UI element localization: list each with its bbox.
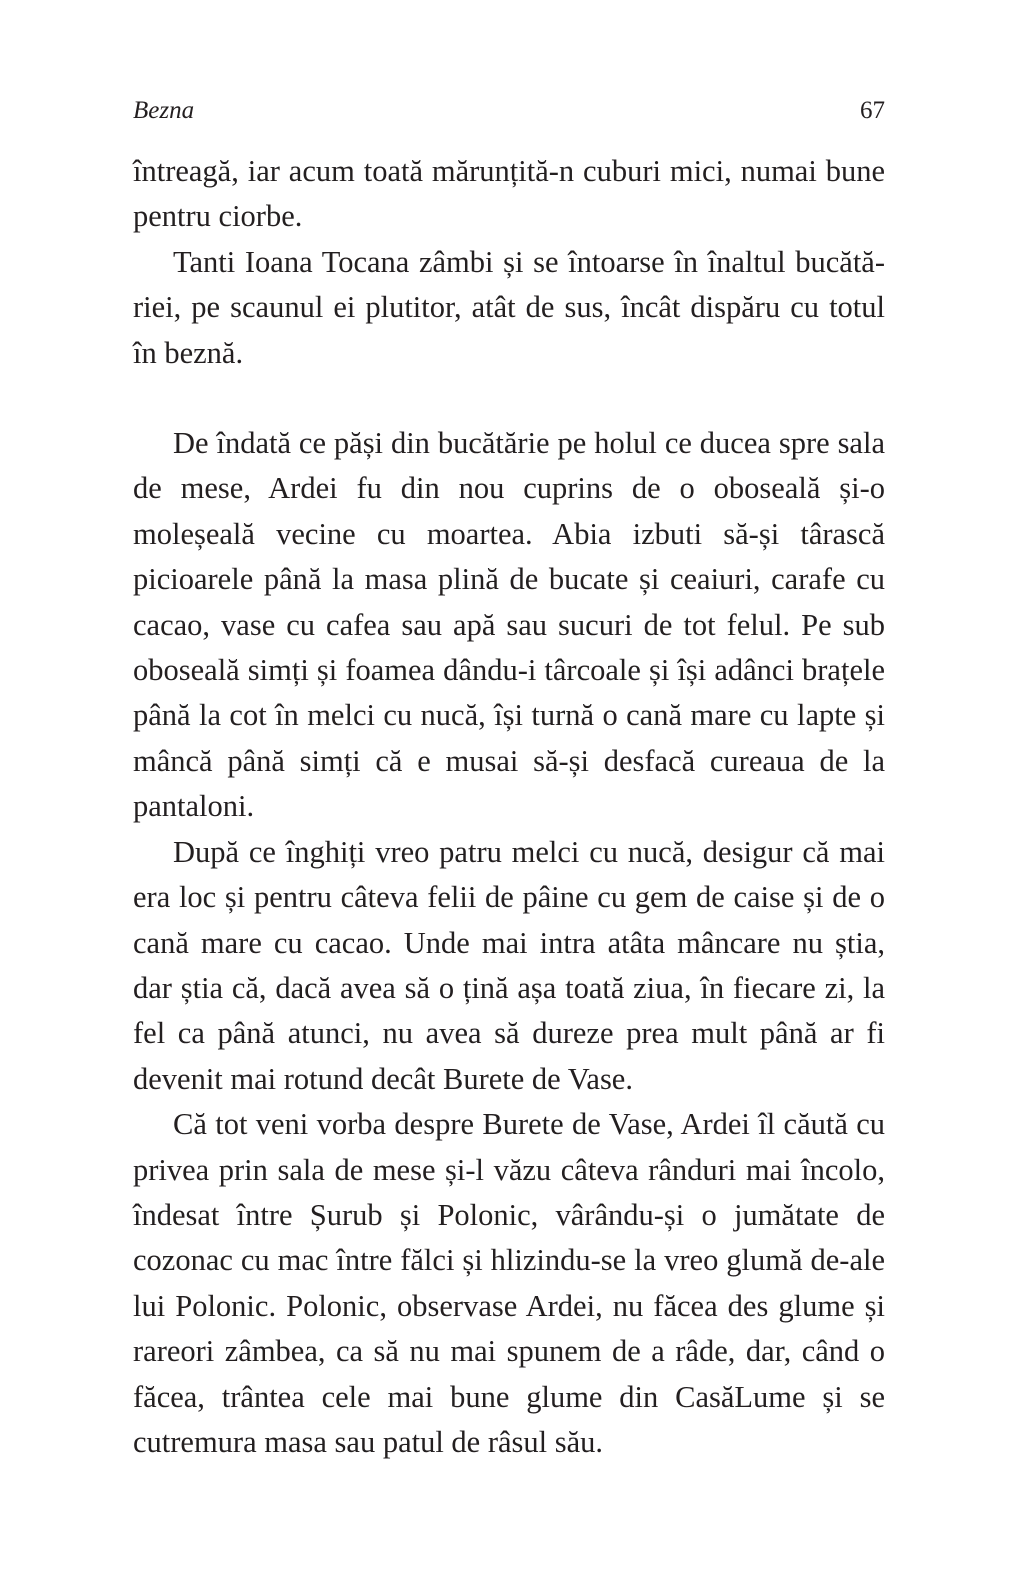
body-text [133,149,885,1465]
paragraph: întreagă, iar acum toată mărunțită-n cuburi mici, numai bune pentru ciorbe. [133,154,885,234]
running-title: Bezna [133,97,195,124]
paragraph: De îndată ce păși din bucătărie pe holul ce ducea spre sala de mese, Ardei fu din nou cuprins de o oboseală și-o moleșeală vecine cu moartea. Abia izbuti să-și târască picioarele până la masa plină de bucate și ceaiuri, carafe cu cacao, vase cu cafea sau apă sau sucuri de tot felul. Pe sub oboseală simți și foamea dându-i târcoale și își adânci brațele până la cot în melci cu nucă, își turnă o cană mare cu lapte și mâncă până simți că e musai să-și desfacă cureaua de la pantaloni. [133,426,885,824]
section-break [133,376,885,421]
page-number: 67 [860,97,885,124]
paragraph: Tanti Ioana Tocana zâmbi și se întoarse în înaltul bucătăriei, pe scaunul ei plutitor, atât de sus, încât dispăru cu totul în beznă. [133,244,885,370]
paragraph: După ce înghiți vreo patru melci cu nucă, desigur că mai era loc și pentru câteva felii de pâine cu gem de caise și de o cană mare cu cacao. Unde mai intra atâta mâncare nu știa, dar știa că, dacă avea să o țină așa toată ziua, în fiecare zi, la fel ca până atunci, nu avea să dureze prea mult până ar fi devenit mai rotund decât Burete de Vase. [133,834,885,1096]
paragraph: Că tot veni vorba despre Burete de Vase, Ardei îl căută cu privea prin sala de mese și-l văzu câteva rânduri mai încolo, îndesat între Șurub și Polonic, vârându-și o jumătate de cozonac cu mac între fălci și hlizindu-se la vreo glumă de-ale lui Polonic. Polonic, observase Ardei, nu făcea des glume și rareori zâmbea, ca să nu mai spunem de a râde, dar, când o făcea, trântea cele mai bune glume din CasăLume și se cutremura masa sau patul de râsul său. [133,1107,885,1459]
running-head [133,94,885,128]
